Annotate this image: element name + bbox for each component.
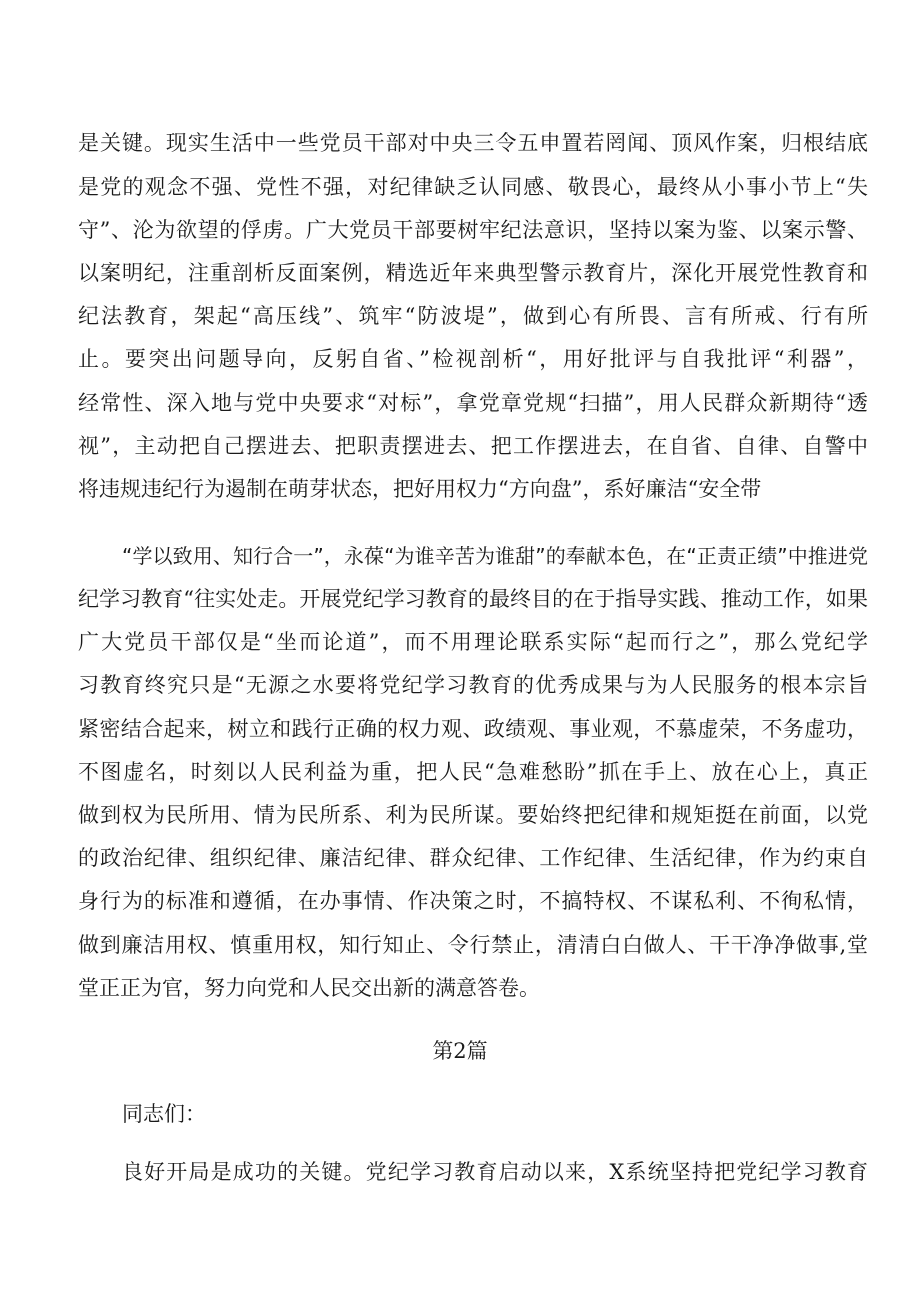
text-line: 堂正正为官，努力向党和人民交出新的满意答卷。 <box>78 976 540 1000</box>
greeting: 同志们： <box>122 1102 206 1126</box>
text-line: 身行为的标准和遵循，在办事情、作决策之时，不搞特权、不谋私利、不徇私情， <box>78 889 868 913</box>
text-line-lead: “学以致用、知行合一”，永葆“为谁辛苦为谁甜”的奉献本色，在“正责正绩”中推进党 <box>122 544 868 568</box>
text-line: 经常性、深入地与党中央要求“对标”，拿党章党规“扫描”，用人民群众新期待“透 <box>78 391 868 415</box>
text-line: 不图虚名，时刻以人民利益为重，把人民“急难愁盼”抓在手上、放在心上，真正 <box>78 760 868 784</box>
text-line: 是关键。现实生活中一些党员干部对中央三令五申置若罔闻、顶风作案，归根结底 <box>78 131 868 155</box>
text-line: 纪法教育，架起“高压线”、筑牢“防波堤”，做到心有所畏、言有所戒、行有所 <box>78 304 868 328</box>
text-line: 做到廉洁用权、慎重用权，知行知止、令行禁止，清清白白做人、干干净净做事,堂 <box>78 933 868 957</box>
text-line: 将违规违纪行为遏制在萌芽状态，把好用权力“方向盘”，系好廉洁“安全带 <box>78 477 762 501</box>
text-line: 守”、沦为欲望的俘虏。广大党员干部要树牢纪法意识，坚持以案为鉴、以案示警、 <box>78 218 868 242</box>
text-line: 紧密结合起来，树立和践行正确的权力观、政绩观、事业观，不慕虚荣，不务虚功， <box>78 717 868 741</box>
text-line: 习教育终究只是“无源之水要将党纪学习教育的优秀成果与为人民服务的根本宗旨 <box>78 673 868 697</box>
text-line: 是党的观念不强、党性不强，对纪律缺乏认同感、敬畏心，最终从小事小节上“失 <box>78 175 868 199</box>
text-line: 以案明纪，注重剖析反面案例，精选近年来典型警示教育片，深化开展党性教育和 <box>78 261 868 285</box>
section-title: 第2篇 <box>432 1039 488 1063</box>
text-line: 良好开局是成功的关键。党纪学习教育启动以来，X系统坚持把党纪学习教育 <box>122 1160 868 1184</box>
text-line: 做到权为民所用、情为民所系、利为民所谋。要始终把纪律和规矩挺在前面，以党 <box>78 803 868 827</box>
text-line: 广大党员干部仅是“坐而论道”，而不用理论联系实际“起而行之”，那么党纪学 <box>78 630 868 654</box>
text-line: 的政治纪律、组织纪律、廉洁纪律、群众纪律、工作纪律、生活纪律，作为约束自 <box>78 846 868 870</box>
text-line: 视”，主动把自己摆进去、把职责摆进去、把工作摆进去，在自省、自律、自警中 <box>78 434 868 458</box>
text-line: 纪学习教育“往实处走。开展党纪学习教育的最终目的在于指导实践、推动工作，如果 <box>78 587 868 611</box>
text-line: 止。要突出问题导向，反躬自省、”检视剖析“，用好批评与自我批评“利器”， <box>78 347 868 371</box>
